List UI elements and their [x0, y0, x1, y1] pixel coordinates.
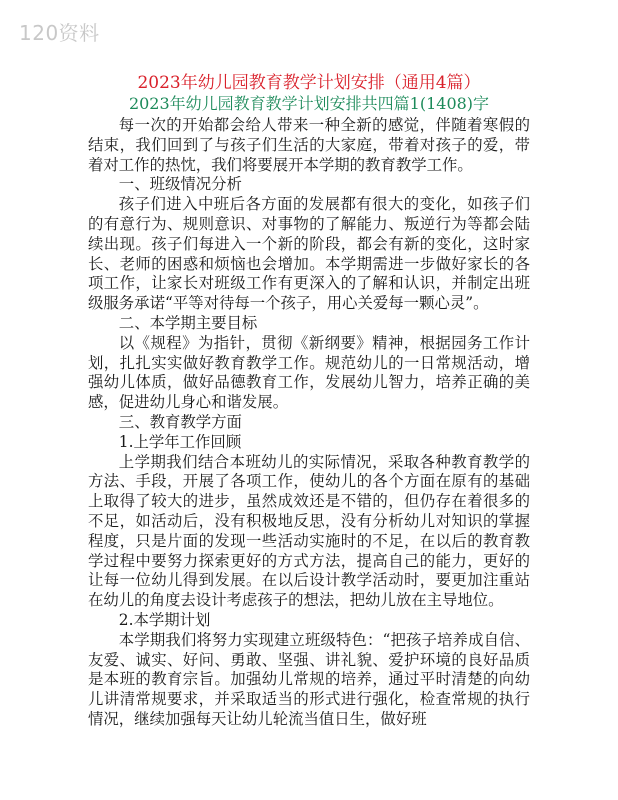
section-heading-class-analysis: 一、班级情况分析	[118, 175, 242, 194]
watermark: 120资料	[19, 21, 100, 45]
document-body	[88, 116, 530, 730]
document-subtitle: 2023年幼儿园教育教学计划安排共四篇1(1408)字	[128, 94, 490, 113]
section-heading-semester-goals: 二、本学期主要目标	[118, 313, 258, 332]
subsection-heading-review: 1.上学年工作回顾	[118, 432, 242, 451]
subsection-heading-plan: 2.本学期计划	[118, 610, 211, 629]
body-paragraph: 以《规程》为指针，贯彻《新纲要》精神，根据园务工作计划，扎扎实实做好教育教学工作。规范幼儿的一日常规活动，增强幼儿体质，做好品德教育工作，发展幼儿智力，培养正确的美感，促进幼儿身心和谐发展。	[88, 333, 530, 412]
document-title: 2023年幼儿园教育教学计划安排（通用4篇）	[137, 73, 481, 93]
intro-paragraph: 每一次的开始都会给人带来一种全新的感觉，伴随着寒假的结束，我们回到了与孩子们生活的大家庭，带着对孩子的爱，带着对工作的热忱，我们将要展开本学期的教育教学工作。	[88, 116, 530, 174]
body-paragraph: 本学期我们将努力实现建立班级特色：“把孩子培养成自信、友爱、诚实、好问、勇敢、坚强、讲礼貌、爱护环境的良好品质是本班的教育宗旨。加强幼儿常规的培养，通过平时清楚的向幼儿讲清常规要求，并采取适当的形式进行强化，检查常规的执行情况，继续加强每天让幼儿轮流当值日生，做好班	[88, 630, 530, 728]
section-heading-teaching: 三、教育教学方面	[118, 412, 242, 431]
body-paragraph: 上学期我们结合本班幼儿的实际情况，采取各种教育教学的方法、手段，开展了各项工作，使幼儿的各个方面在原有的基础上取得了较大的进步，虽然成效还是不错的，但仍存在着很多的不足，如活动后，没有积极地反思，没有分析幼儿对知识的掌握程度，只是片面的发现一些活动实施时的不足，在以后的教育教学过程中要努力探索更好的方式方法，提高自己的能力，更好的让每一位幼儿得到发展。在以后设计教学活动时，要更加注重站在幼儿的角度去设计考虑孩子的想法，把幼儿放在主导地位。	[88, 452, 530, 610]
body-paragraph: 孩子们进入中班后各方面的发展都有很大的变化，如孩子们的有意行为、规则意识、对事物的了解能力、叛逆行为等都会陆续出现。孩子们每进入一个新的阶段，都会有新的变化，这时家长、老师的困惑和烦恼也会增加。本学期需进一步做好家长的各项工作，让家长对班级工作有更深入的了解和认识，并制定出班级服务承诺“平等对待每一个孩子，用心关爱每一颗心灵”。	[88, 195, 530, 313]
